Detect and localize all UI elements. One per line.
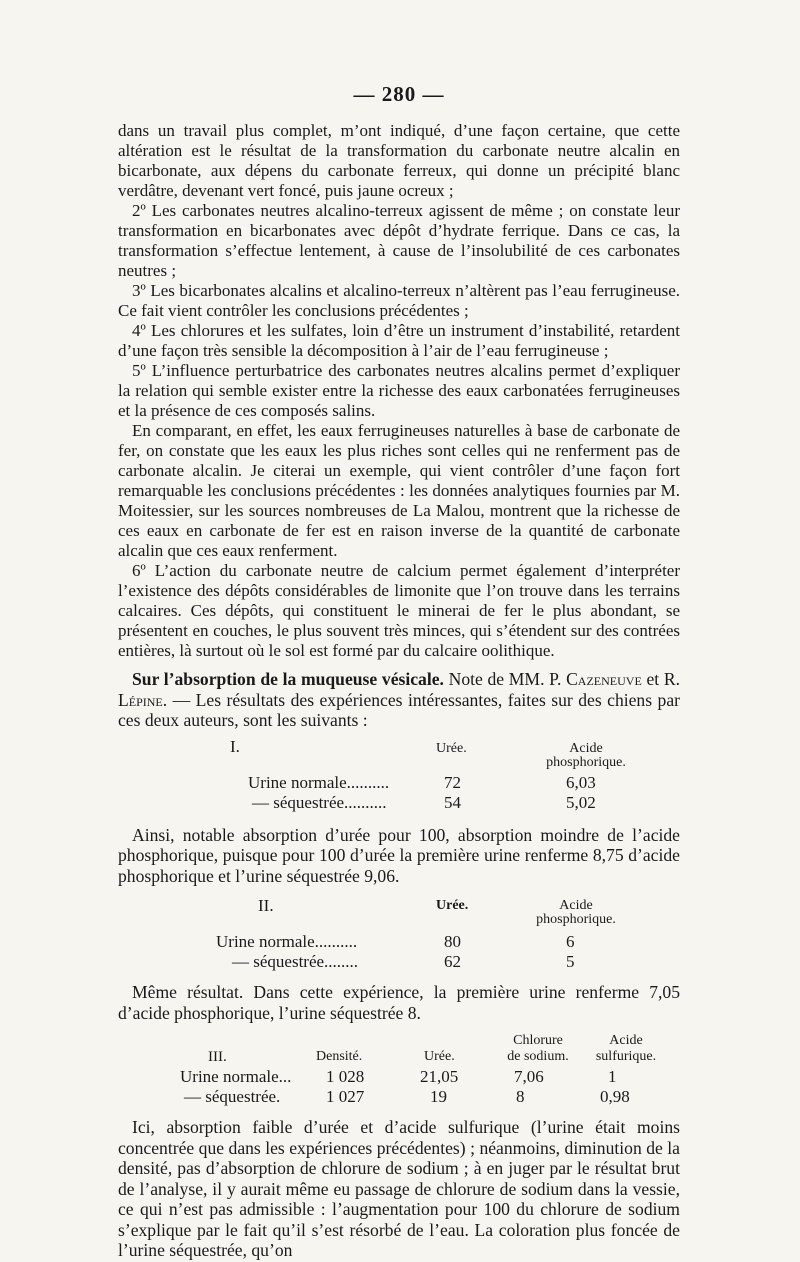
row-label: Urine normale..........	[248, 772, 390, 792]
column-header-acide-sub: phosphorique.	[536, 912, 616, 927]
row-label: — séquestrée.	[184, 1087, 281, 1106]
column-header-acide-sub: sulfurique.	[595, 1049, 657, 1064]
table-cell: 6	[566, 932, 575, 951]
section-title: Sur l’absorption de la muqueuse vésicale.	[132, 669, 444, 689]
table-cell: 54	[444, 792, 461, 812]
paragraph-result-3: Ici, absorption faible d’urée et d’acide sulfurique (l’urine était moins concentrée que dans les expériences précédentes) ; néanmoins, diminution de la densité, pas d’absorption de chlorure de sodium ; à en juger par le résultat brut de l’analyse, il y aurait même eu passage de chlorure de sodium dans la vessie, ce qui n’est pas admissible : l’augmentation pour 100 du chlorure de sodium s’explique par le fait qu’il s’est résorbé de l’eau. La coloration plus foncée de l’urine séquestrée, qu’on	[118, 1117, 680, 1260]
paragraph-comparison: En comparant, en effet, les eaux ferrugineuses naturelles à base de carbonate de fer, on constate que les eaux les plus riches sont celles qui ne renferment pas de carbonate alcalin. Je citerai un exemple, qui vient contrôler d’une façon fort remarquable les conclusions précédentes : les données analytiques fournies par M. Moitessier, sur les sources nombreuses de La Malou, montrent que la richesse de ces eaux en carbonate de fer est en raison inverse de la quantité de carbonate alcalin que ces eaux renferment.	[118, 421, 680, 560]
row-label: Urine normale..........	[216, 932, 358, 951]
section-text: . — Les résultats des expériences intéressantes, faites sur des chiens par ces deux auteurs, sont les suivants :	[118, 689, 680, 730]
table-label: III.	[208, 1049, 227, 1065]
row-label: Urine normale...	[180, 1067, 292, 1086]
author-name: R. Lépine	[118, 669, 680, 710]
table-cell: 5	[566, 952, 575, 971]
table-label: I.	[230, 736, 240, 756]
paragraph-point-2: 2º Les carbonates neutres alcalino-terreux agissent de même ; on constate leur transformation en bicarbonates avec dépôt d’hydrate ferrique. Dans ce cas, la transformation s’effectue lentement, à cause de l’insolubilité de ces carbonates neutres ;	[118, 201, 680, 280]
column-header-acide: Acide	[609, 1033, 643, 1048]
section-intro	[118, 669, 680, 731]
paragraph-point-6: 6º L’action du carbonate neutre de calcium permet également d’interpréter l’existence des dépôts considérables de limonite que l’on trouve dans les terrains calcaires. Ces dépôts, qui constituent le minerai de fer le plus abondant, se présentent en couches, le plus souvent très minces, qui s’étendent sur des contrées entières, là surtout où le sol est formé par du calcaire oolithique.	[118, 561, 680, 660]
column-header-uree: Urée.	[424, 1049, 455, 1064]
column-header-acide: Acide	[569, 740, 603, 756]
table-cell: 72	[444, 772, 461, 792]
table-cell: 6,03	[566, 772, 596, 792]
results-table-3	[118, 1029, 680, 1111]
table-cell: 8	[516, 1087, 525, 1106]
column-header-uree: Urée.	[436, 740, 467, 756]
table-cell: 1	[608, 1067, 617, 1086]
column-header-densite: Densité.	[316, 1049, 363, 1064]
results-table-2	[118, 892, 680, 976]
column-header-uree: Urée.	[436, 898, 469, 913]
paragraph-point-3: 3º Les bicarbonates alcalins et alcalino-terreux n’altèrent pas l’eau ferrugineuse. Ce fait vient contrôler les conclusions précédentes ;	[118, 281, 680, 320]
table-cell: 21,05	[420, 1067, 459, 1086]
paragraph-continuation: dans un travail plus complet, m’ont indiqué, d’une façon certaine, que cette altération est le résultat de la transformation du carbonate neutre alcalin en bicarbonate, aux dépens du carbonate ferreux, qui donne un précipité blanc verdâtre, devenant vert foncé, puis jaune ocreux ;	[118, 121, 680, 200]
table-cell: 1 027	[326, 1087, 365, 1106]
author-join: et	[641, 669, 664, 689]
table-cell: 62	[444, 952, 461, 971]
row-label: — séquestrée........	[232, 952, 359, 971]
results-table-1	[118, 737, 680, 819]
paragraph-result-1: Ainsi, notable absorption d’urée pour 100, absorption moindre de l’acide phosphorique, puisque pour 100 d’urée la première urine renferme 8,75 d’acide phosphorique et l’urine séquestrée 9,06.	[118, 824, 680, 886]
column-header-acide: Acide	[559, 898, 593, 913]
column-header-acide-sub: phosphorique.	[546, 754, 626, 770]
paragraph-point-4: 4º Les chlorures et les sulfates, loin d’être un instrument d’instabilité, retardent d’une façon très sensible la décomposition à l’air de l’eau ferrugineuse ;	[118, 321, 680, 360]
paragraph-point-5: 5º L’influence perturbatrice des carbonates neutres alcalins permet d’expliquer la relation qui semble exister entre la richesse des eaux carbonatées ferrugineuses et la présence de ces composés salins.	[118, 361, 680, 420]
table-cell: 5,02	[566, 792, 596, 812]
table-cell: 1 028	[326, 1067, 365, 1086]
row-label: — séquestrée..........	[252, 792, 387, 812]
paragraph-result-2: Même résultat. Dans cette expérience, la première urine renferme 7,05 d’acide phosphorique, l’urine séquestrée 8.	[118, 982, 680, 1023]
table-cell: 0,98	[600, 1087, 630, 1106]
table-cell: 19	[430, 1087, 447, 1106]
table-cell: 7,06	[514, 1067, 544, 1086]
page-number: — 280 —	[353, 82, 445, 106]
author-name: P. Cazeneuve	[549, 669, 642, 689]
column-header-chlorure-sub: de sodium.	[507, 1049, 569, 1064]
table-cell: 80	[444, 932, 461, 951]
section-note: Note de MM.	[443, 669, 550, 689]
table-label: II.	[258, 896, 274, 915]
column-header-chlorure: Chlorure	[513, 1033, 563, 1048]
